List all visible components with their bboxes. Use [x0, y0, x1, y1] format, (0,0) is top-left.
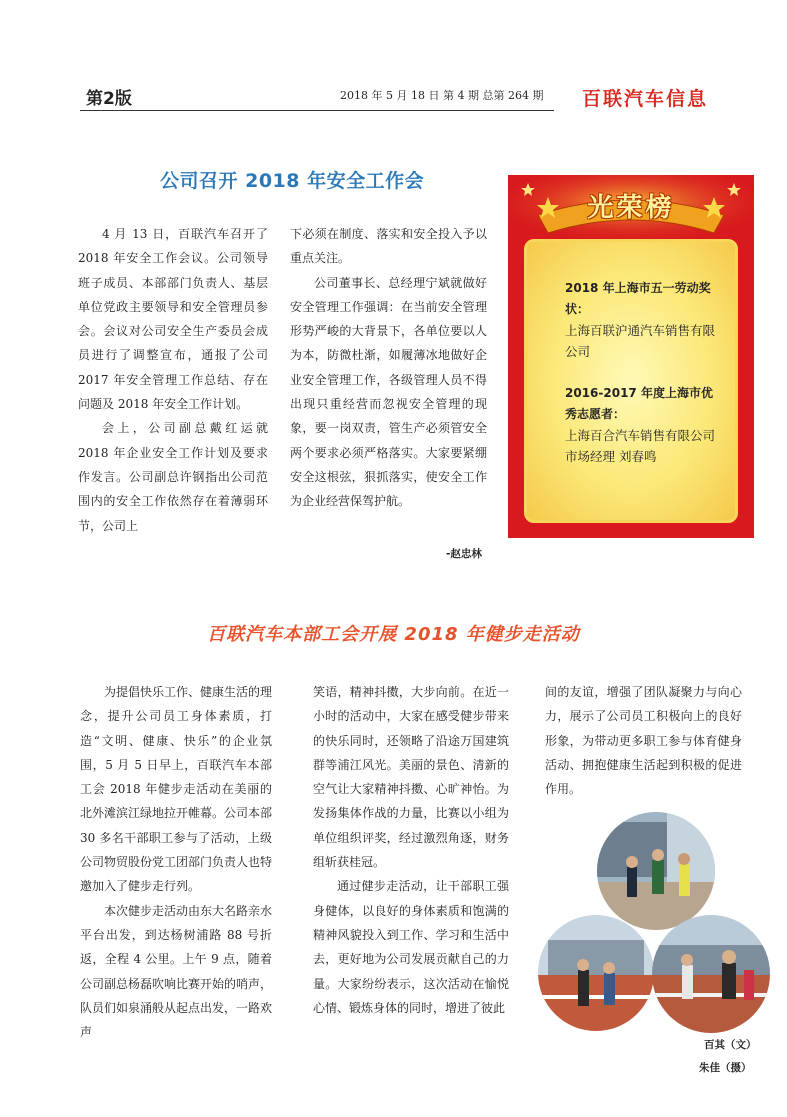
honor-board-title: 光荣榜	[587, 193, 675, 223]
award1-recipient: 上海百联沪通汽车销售有限公司	[565, 323, 716, 359]
header-divider	[80, 110, 554, 111]
article1-paragraph: 公司董事长、总经理宁斌就做好安全管理工作强调：在当前安全管理形势严峻的大背景下，各单位要以人为本，防微杜渐，如履薄冰地做好企业安全管理工作，各级管理人员不得出现只重经营而忽视安全管理的现象，要一岗双责，管生产必须管安全两个要求必须严格落实。大家要紧绷安全这根弦，狠抓落实，使安全工作为企业经营保驾护航。	[290, 275, 487, 509]
article1-column-2	[290, 222, 487, 514]
article1-column-1	[78, 222, 272, 538]
award-list	[565, 278, 719, 467]
article1-paragraph: 会上，公司副总戴红运就 2018 年企业安全工作计划及要求作发言。公司副总许钢指出公司范围内的安全工作依然存在着薄弱环节，公司上	[78, 421, 272, 533]
award2-heading: 2016-2017 年度上海市优秀志愿者：	[565, 386, 713, 421]
honor-board	[508, 175, 754, 538]
page-number-label: 第2版	[86, 89, 132, 109]
article2-column-1	[80, 680, 276, 1044]
newsletter-brand: 百联汽车信息	[582, 88, 709, 110]
article2-column-2	[313, 680, 509, 1020]
article1-author: -赵忠林	[446, 548, 482, 560]
article2-paragraph: 笑语，精神抖擞，大步向前。在近一小时的活动中，大家在感受健步带来的快乐同时，还领略了沿途万国建筑群等浦江风光。美丽的景色、清新的空气让大家精神抖擞、心旷神怡。为发扬集体作战的力量，比赛以小组为单位组织评奖，经过激烈角逐，财务组斩获桂冠。	[313, 685, 509, 870]
walking-event-photo	[597, 812, 715, 930]
article2-paragraph: 本次健步走活动由东大名路亲水平台出发，到达杨树浦路 88 号折返，全程 4 公里。上午 9 点，随着公司副总杨磊吹响比赛开始的哨声，队员们如泉涌般从起点出发，一路欢声	[80, 903, 273, 1040]
article2-title: 百联汽车本部工会开展 2018 年健步走活动	[207, 624, 580, 645]
walking-event-photo	[538, 915, 654, 1031]
honor-board-card	[524, 239, 738, 523]
article1-paragraph: 4 月 13 日，百联汽车召开了 2018 年安全工作会议。公司领导班子成员、本部部门负责人、基层单位党政主要领导和安全管理员参会。会议对公司安全生产委员会成员进行了调整宣布，通报了公司 2017 年安全管理工作总结、存在问题及 2018 年安全工作计划。	[78, 227, 272, 412]
article2-writer-credit: 百其（文）	[704, 1039, 757, 1051]
article2-paragraph: 为提倡快乐工作、健康生活的理念，提升公司员工身体素质，打造“文明、健康、快乐”的企业氛围，5 月 5 日早上，百联汽车本部工会 2018 年健步走活动在美丽的北外滩滨江绿地拉开帷幕。公司本部 30 多名干部职工参与了活动，上级公司物贸股份党工团部门负责人也特邀加入了健步走行列。	[80, 685, 276, 894]
article2-paragraph: 通过健步走活动，让干部职工强身健体，以良好的身体素质和饱满的精神风貌投入到工作、学习和生活中去，更好地为公司发展贡献自己的力量。大家纷纷表示，这次活动在愉悦心情、锻炼身体的同时，增进了彼此	[313, 879, 509, 1015]
article2-column-3	[545, 680, 742, 801]
award2-recipient: 上海百合汽车销售有限公司市场经理 刘春鸣	[565, 428, 716, 464]
article1-paragraph: 下必须在制度、落实和安全投入予以重点关注。	[290, 227, 487, 266]
walking-event-photo	[652, 915, 770, 1033]
award1-heading: 2018 年上海市五一劳动奖状：	[565, 281, 711, 316]
issue-date-info: 2018 年 5 月 18 日 第 4 期 总第 264 期	[340, 89, 544, 102]
article2-photographer-credit: 朱佳（摄）	[699, 1062, 752, 1074]
article2-paragraph: 间的友谊，增强了团队凝聚力与向心力，展示了公司员工积极向上的良好形象，为带动更多职工参与体育健身活动、拥抱健康生活起到积极的促进作用。	[545, 685, 742, 797]
article1-title: 公司召开 2018 年安全工作会	[160, 170, 425, 192]
